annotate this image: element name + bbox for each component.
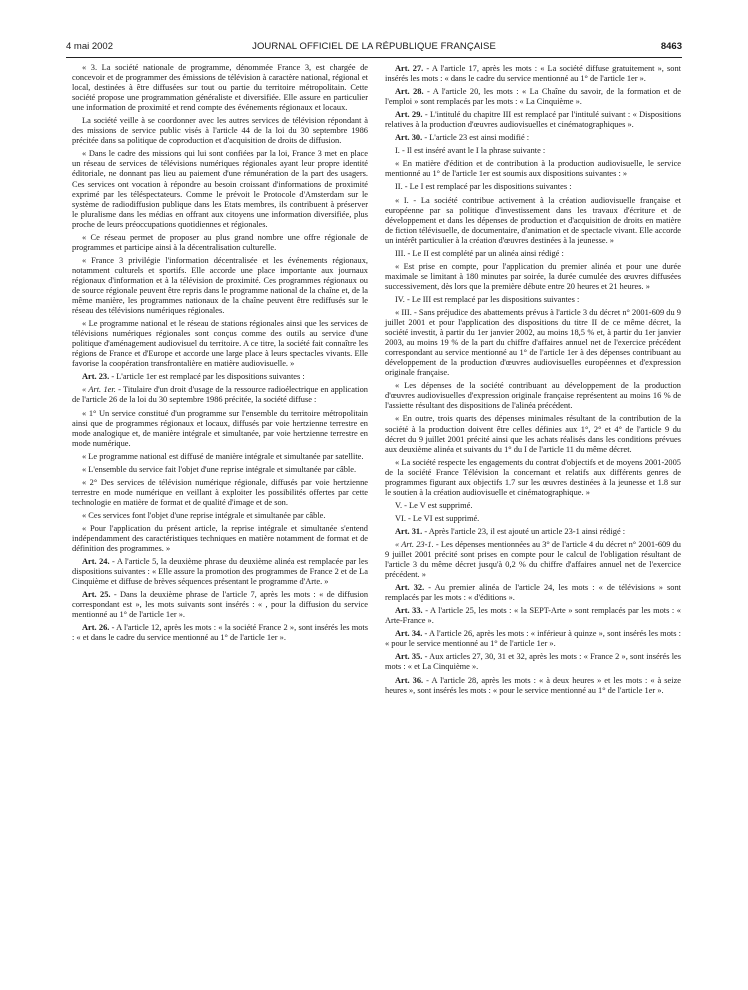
paragraph-text: - L'article 23 est ainsi modifié :: [422, 133, 530, 143]
paragraph-text: « III. - Sans préjudice des abattements prévus à l'article 3 du décret n° 2001-609 du 9 juillet 2001 et pour l'application des dispositions du titre II de ce même décret, la société investit, à partir du 1er janvier 2002, au moins 18,5 % et, à partir du 1er janvier 2003, au moins 19 % de la part du chiffre d'affaires annuel net de l'exercice précédent correspondant au service mentionné au 1° de l'article 1er à des dépenses contribuant au développement de la production d'œuvres audiovisuelles européennes et d'expression originale française.: [385, 307, 681, 378]
paragraph-text: « L'ensemble du service fait l'objet d'une reprise intégrale et simultanée par câble.: [82, 464, 357, 474]
paragraph-text: - Au premier alinéa de l'article 24, les mots : « de télévisions » sont remplacés par les mots : « d'éditions ».: [385, 583, 681, 603]
article-label: Art. 33.: [395, 606, 423, 616]
article-label: Art. 27.: [395, 64, 424, 73]
paragraph: [72, 452, 368, 462]
paragraph: [72, 478, 368, 508]
paragraph-text: « France 3 privilégie l'information décentralisée et les événements régionaux, notamment culturels et sportifs. Elle accorde une place importante aux journaux régionaux d'information et à la télévision de proximité. Ces programmes régionaux ou de source régionale peuvent être repris dans le programme national de la chaîne et, de la même manière, les programmes nationaux de la chaîne peuvent être rediffusés sur le réseau des télévisions numériques régionales.: [72, 255, 368, 316]
paragraph-text: « Ces services font l'objet d'une reprise intégrale et simultanée par câble.: [82, 510, 326, 520]
paragraph: [385, 514, 681, 524]
article-label: Art. 30.: [395, 133, 423, 143]
article-label: Art. 35.: [395, 652, 423, 662]
paragraph: [385, 308, 681, 378]
paragraph-text: II. - Le I est remplacé par les dispositions suivantes :: [395, 182, 572, 192]
paragraph-text: « Les dépenses de la société contribuant au développement de la production d'œuvres audiovisuelles d'expression originale française représentent au moins 16 % de l'assiette résultant des dispositions de l'alinéa précédent.: [385, 381, 681, 411]
paragraph: [385, 540, 681, 580]
paragraph-text: « Est prise en compte, pour l'application du premier alinéa et pour une durée maximale se limitant à 180 minutes par soirée, la durée cumulée des œuvres diffusées successivement, dès lors que la première débute entre 20 heures et 21 heures. »: [385, 261, 681, 291]
paragraph: [72, 524, 368, 554]
paragraph-text: - A l'article 20, les mots : « La Chaîne du savoir, de la formation et de l'emploi » sont remplacés par les mots : « La Cinquième ».: [385, 87, 681, 107]
paragraph: [72, 233, 368, 253]
paragraph-text: « Le programme national est diffusé de manière intégrale et simultanée par satellite.: [82, 451, 364, 461]
article-label: Art. 36.: [395, 675, 424, 685]
paragraph: [72, 319, 368, 369]
paragraph-text: « I. - La société contribue activement à la création audiovisuelle française et européenne par sa politique d'investissement dans les travaux d'écriture et de développement et dans les dépenses de production et d'acquisition de droits en matière de fiction télévisuelle, de documentaire, d'animation et de spectacle vivant. Elle accorde un intérêt particulier à la création d'œuvres destinées à la jeunesse. »: [385, 195, 681, 245]
paragraph: [72, 385, 368, 405]
paragraph: [385, 249, 681, 259]
paragraph: [72, 590, 368, 620]
paragraph-text: - Dans la deuxième phrase de l'article 7, après les mots : « de diffusion correspondant est », les mots suivants sont insérés : « , pour la diffusion du service mentionné au 1° de l'article 1er ».: [72, 590, 369, 620]
article-label: Art. 31.: [395, 526, 423, 536]
paragraph: [385, 501, 681, 511]
paragraph-text: La société veille à se coordonner avec les autres services de télévision répondant à des missions de service public visés à l'article 44 de la loi du 30 septembre 1986 précitée dans sa politique de coproduction et d'acquisition de droits de diffusion.: [72, 116, 368, 146]
paragraph-text: - L'intitulé du chapitre III est remplacé par l'intitulé suivant : « Dispositions relatives à la production d'œuvres audiovisuelles et cinématographiques ».: [385, 110, 682, 130]
paragraph: [385, 133, 681, 143]
article-label: Art. 28.: [395, 87, 424, 97]
paragraph-text: - Après l'article 23, il est ajouté un article 23-1 ainsi rédigé :: [422, 526, 626, 536]
paragraph-text: - A l'article 28, après les mots : « à deux heures » et les mots : « à seize heures », sont insérés les mots : « pour le service mentionné au 1° de l'article 1er ».: [385, 675, 681, 695]
paragraph-text: - A l'article 5, la deuxième phrase du deuxième alinéa est remplacée par les dispositions suivantes : « Elle assure la promotion des programmes de France 2 et de La Cinquième et diffuse de brèves séquences présentant le programme d'Arte. »: [72, 557, 368, 587]
paragraph-text: - A l'article 17, après les mots : « La société diffuse gratuitement », sont insérés les mots : « dans le cadre du service mentionné au 1° de l'article 1er ».: [385, 64, 682, 84]
paragraph: [385, 87, 681, 107]
paragraph: [72, 511, 368, 521]
paragraph: [385, 196, 681, 246]
paragraph: [385, 527, 681, 537]
article-heading: « Art. 1er.: [82, 385, 116, 395]
article-label: Art. 32.: [395, 583, 425, 593]
paragraph-text: « 1° Un service constitué d'un programme sur l'ensemble du territoire métropolitain ainsi que de programmes régionaux et locaux, diffusés par voie hertzienne terrestre en mode analogique et, de manière intégrale et simultanée, par voie hertzienne terrestre en mode numérique.: [72, 408, 368, 448]
paragraph-text: « En matière d'édition et de contribution à la production audiovisuelle, le service mentionné au 1° de l'article 1er est soumis aux dispositions suivantes : »: [385, 159, 681, 179]
paragraph: [385, 295, 681, 305]
paragraph: [385, 64, 681, 84]
paragraph-text: V. - Le V est supprimé.: [395, 500, 473, 510]
paragraph-text: - L'article 1er est remplacé par les dispositions suivantes :: [109, 372, 305, 382]
header-rule: [66, 57, 682, 58]
paragraph-text: I. - Il est inséré avant le I la phrase suivante :: [395, 146, 546, 156]
article-label: Art. 24.: [82, 557, 110, 567]
paragraph-text: « Pour l'application du présent article, la reprise intégrale et simultanée s'entend indépendamment des caractéristiques techniques en matière notamment de format et de définition des programmes. »: [72, 523, 368, 554]
paragraph: [385, 110, 681, 130]
article-label: Art. 25.: [82, 590, 111, 600]
paragraph: [385, 146, 681, 156]
paragraph: [385, 159, 681, 179]
page-header: [66, 41, 682, 55]
paragraph-text: - Les dépenses mentionnées au 3° de l'article 4 du décret n° 2001-609 du 9 juillet 2001 précité sont prises en compte pour le calcul de l'obligation résultant de l'article 3 du même décret jusqu'à 0,2 % du chiffre d'affaires annuel net de l'exercice précédent. »: [385, 539, 681, 580]
left-column: [72, 63, 368, 646]
paragraph: [385, 381, 681, 411]
paragraph-text: VI. - Le VI est supprimé.: [395, 513, 480, 523]
journal-title: JOURNAL OFFICIEL DE LA RÉPUBLIQUE FRANÇAISE: [252, 41, 496, 52]
paragraph: [72, 63, 368, 113]
paragraph-text: « En outre, trois quarts des dépenses minimales résultant de la contribution de la société à la production doivent être celles définies aux 1°, 2° et 4° de l'article 9 du décret du 9 juillet 2001 précité ainsi que les achats réalisés dans les conditions prévues aux deuxième alinéa et suivants du 1° du I de l'article 11 du même décret.: [385, 414, 681, 454]
paragraph: [72, 623, 368, 643]
paragraph: [385, 676, 681, 696]
paragraph: [385, 262, 681, 292]
paragraph-text: - A l'article 26, après les mots : « inférieur à quinze », sont insérés les mots : « pour le service mentionné au 1° de l'article 1er ».: [385, 629, 681, 649]
paragraph-text: « Le programme national et le réseau de stations régionales ainsi que les services de télévisions numériques régionales sont conçus comme des outils au service d'une politique d'aménagement audiovisuel du territoire. A ce titre, la société fait connaître les régions de France et d'Europe et accorde une large place à leurs spectacles vivants. Elle favorise la coopération transfrontalière en matière audiovisuelle. »: [72, 319, 368, 369]
paragraph: [72, 372, 368, 382]
paragraph-text: « Ce réseau permet de proposer au plus grand nombre une offre régionale de programmes et participe ainsi à la décentralisation culturelle.: [72, 232, 368, 252]
paragraph-text: IV. - Le III est remplacé par les dispositions suivantes :: [395, 294, 580, 304]
paragraph: [385, 414, 681, 454]
article-label: Art. 23.: [82, 372, 110, 382]
paragraph-text: - A l'article 12, après les mots : « la société France 2 », sont insérés les mots : « et dans le cadre du service mentionné au 1° de l'article 1er ».: [72, 623, 368, 643]
header-date: 4 mai 2002: [66, 41, 114, 52]
article-label: Art. 29.: [395, 110, 423, 120]
paragraph-text: - Titulaire d'un droit d'usage de la ressource radioélectrique en application de l'article 26 de la loi du 30 septembre 1986 précitée, la société diffuse :: [72, 385, 368, 405]
paragraph-text: « Dans le cadre des missions qui lui sont confiées par la loi, France 3 met en place un réseau de services de télévisions numériques régionales ayant leur propre identité éditoriale, ne donnant pas lieu au paiement d'une rémunération de la part des usagers. Ces services ont vocation à répondre au besoin croissant d'informations de proximité exprimé par les téléspectateurs. Comme le prévoit le Protocole d'Amsterdam sur le système de radiodiffusion publique dans les Etats membres, ils contribuent à préserver le pluralisme dans les médias en offrant aux citoyens une information diversifiée, plus proche de leurs préoccupations quotidiennes et régionales.: [72, 149, 368, 229]
paragraph: [385, 458, 681, 498]
paragraph: [385, 606, 681, 626]
paragraph: [72, 465, 368, 475]
paragraph: [385, 652, 681, 672]
paragraph: [385, 583, 681, 603]
paragraph: [72, 409, 368, 449]
paragraph-text: « 3. La société nationale de programme, dénommée France 3, est chargée de concevoir et de programmer des émissions de télévision à caractère national, régional et local, destinées à être diffusées sur tout ou partie du territoire métropolitain. Cette société propose une programmation généraliste et diversifiée. Elle assure en particulier une information de proximité et rend compte des événements régionaux et locaux.: [72, 63, 368, 113]
paragraph-text: « La société respecte les engagements du contrat d'objectifs et de moyens 2001-2005 de la société France Télévision la concernant et relatifs aux différents genres de programmes figurant aux objectifs 1.7 sur les œuvres destinées à la jeunesse et 1.8 sur le soutien à la création audiovisuelle et cinématographique. »: [385, 457, 681, 497]
page-number: 8463: [660, 41, 682, 52]
article-heading: « Art. 23-1.: [395, 539, 434, 549]
paragraph-text: « 2° Des services de télévision numérique régionale, diffusés par voie hertzienne terrestre en mode numérique en veillant à exploiter les possibilités offertes par cette technologie en matière de format et de qualité d'image et de son.: [72, 477, 368, 507]
paragraph: [72, 256, 368, 316]
paragraph: [72, 149, 368, 229]
paragraph: [72, 116, 368, 146]
paragraph-text: - A l'article 25, les mots : « la SEPT-Arte » sont remplacés par les mots : « Arte-France ».: [385, 606, 681, 626]
paragraph: [385, 182, 681, 192]
right-column: [385, 63, 681, 699]
article-label: Art. 34.: [395, 629, 423, 639]
paragraph: [72, 557, 368, 587]
paragraph-text: III. - Le II est complété par un alinéa ainsi rédigé :: [395, 248, 564, 258]
paragraph-text: - Aux articles 27, 30, 31 et 32, après les mots : « France 2 », sont insérés les mots : « et La Cinquième ».: [385, 652, 681, 672]
article-label: Art. 26.: [82, 623, 110, 633]
paragraph: [385, 629, 681, 649]
